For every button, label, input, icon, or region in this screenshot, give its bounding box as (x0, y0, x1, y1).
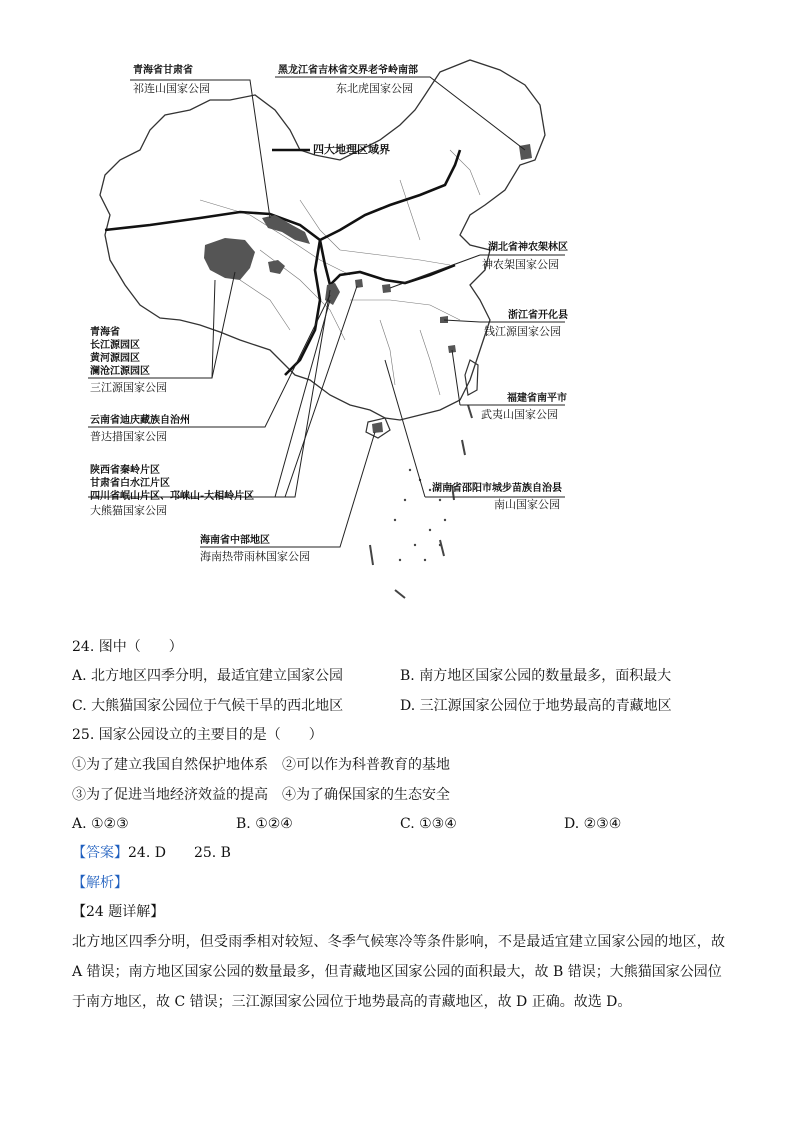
tiger-province-label: 黑龙江省吉林省交界老爷岭南部 (278, 65, 418, 76)
detail-paragraph-line-1: 北方地区四季分明，但受雨季相对较短、冬季气候寒冷等条件影响，不是最适宜建立国家公园的地区，故 (72, 934, 726, 950)
q25-statement-line-2: ③为了促进当地经济效益的提高 ④为了确保国家的生态安全 (72, 787, 450, 803)
answer-tag: 【答案】 (72, 845, 128, 861)
panda-region-label-2: 甘肃省白水江片区 (90, 478, 170, 489)
panda-park-label: 大熊猫国家公园 (90, 504, 167, 517)
sanjiangyuan-label-4: 澜沧江源园区 (90, 366, 150, 377)
analysis-tag: 【解析】 (72, 875, 128, 891)
qilian-province-label: 青海省甘肃省 (133, 65, 193, 76)
q24-stem: 24. 图中（ ） (72, 639, 183, 655)
pudacuo-park-label: 普达措国家公园 (90, 430, 167, 443)
q25-option-b: B. ①②④ (236, 816, 293, 832)
q24-option-c: C. 大熊猫国家公园位于气候干旱的西北地区 (72, 698, 344, 714)
nanshan-province-label: 湖南省邵阳市城步苗族自治县 (432, 483, 562, 494)
q25-option-a: A. ①②③ (72, 816, 129, 832)
hainan-province-label: 海南省中部地区 (200, 535, 270, 546)
sanjiangyuan-label-3: 黄河源园区 (90, 353, 140, 364)
wuyishan-park-label: 武夷山国家公园 (481, 408, 558, 421)
pudacuo-province-label: 云南省迪庆藏族自治州 (90, 415, 190, 426)
nine-dash-line (370, 405, 472, 598)
q25-option-d: D. ②③④ (564, 816, 622, 832)
detail-paragraph-line-3: 于南方地区，故 C 错误；三江源国家公园位于地势最高的青藏地区，故 D 正确。故选 D。 (72, 994, 632, 1010)
legend-label: 四大地理区域界 (313, 143, 390, 156)
q25-option-c: C. ①③④ (400, 816, 457, 832)
detail-paragraph-line-2: A 错误；南方地区国家公园的数量最多，但青藏地区国家公园的面积最大，故 B 错误；大熊猫国家公园位 (72, 964, 722, 980)
q24-option-a: A. 北方地区四季分明，最适宜建立国家公园 (72, 668, 344, 684)
shennongjia-park-label: 神农架国家公园 (482, 258, 559, 271)
qianjiangyuan-park-label: 钱江源国家公园 (484, 325, 561, 338)
hainan-park-label: 海南热带雨林国家公园 (200, 550, 310, 563)
qilian-park-label: 祁连山国家公园 (133, 82, 210, 95)
nanshan-park-label: 南山国家公园 (494, 498, 560, 511)
panda-region-label-1: 陕西省秦岭片区 (90, 465, 160, 476)
panda-region-label-3: 四川省岷山片区、邛崃山-大相岭片区 (90, 491, 255, 502)
shennongjia-province-label: 湖北省神农架林区 (488, 242, 568, 253)
answer-line (72, 843, 231, 863)
wuyishan-province-label: 福建省南平市 (507, 393, 567, 404)
sanjiangyuan-park-label: 三江源国家公园 (90, 381, 167, 394)
q25-statement-line-1: ①为了建立我国自然保护地体系 ②可以作为科普教育的基地 (72, 757, 450, 773)
answer-text: 24. D 25. B (128, 845, 231, 861)
q25-stem: 25. 国家公园设立的主要目的是（ ） (72, 727, 323, 743)
q24-option-b: B. 南方地区国家公园的数量最多，面积最大 (400, 668, 672, 684)
sanjiangyuan-label-2: 长江源园区 (90, 340, 140, 351)
tiger-park-label: 东北虎国家公园 (336, 82, 413, 95)
detail-title: 【24 题详解】 (72, 904, 165, 920)
qianjiangyuan-province-label: 浙江省开化县 (508, 310, 568, 321)
q24-option-d: D. 三江源国家公园位于地势最高的青藏地区 (400, 698, 672, 714)
sanjiangyuan-label-1: 青海省 (90, 327, 120, 338)
